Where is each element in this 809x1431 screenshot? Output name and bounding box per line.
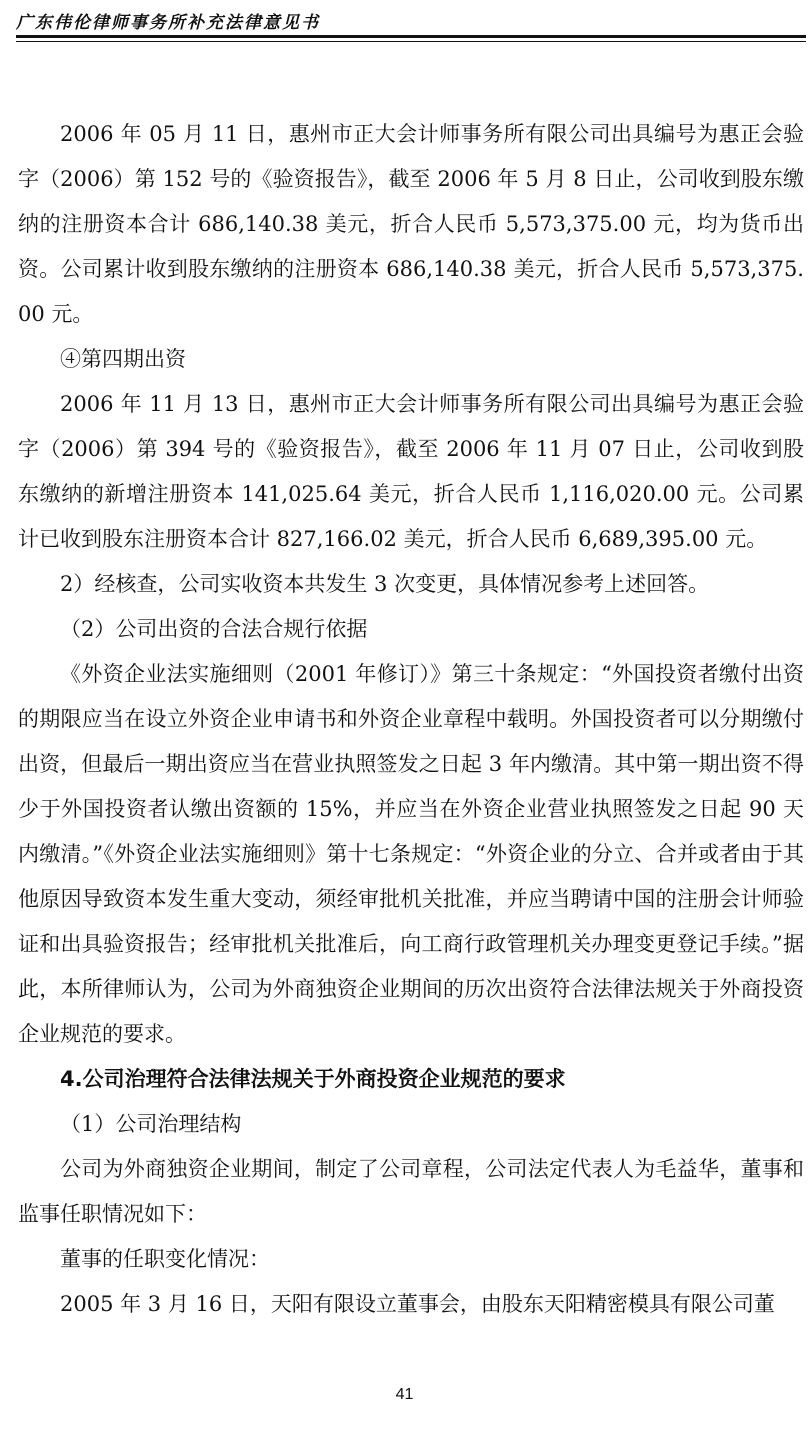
section-heading-governance: 4.公司治理符合法律法规关于外商投资企业规范的要求 xyxy=(60,1067,566,1091)
paragraph-compliance-heading: （2）公司出资的合法合规行依据 xyxy=(60,617,368,641)
paragraph-legal-basis: 《外资企业法实施细则（2001 年修订）》第三十条规定：“外国投资者缴付出资的期限应当在设立外资企业申请书和外资企业章程中载明。外国投资者可以分期缴付出资，但最后一期出资应当在营业执照签发之日起 3 年内缴清。其中第一期出资不得少于外国投资者认缴出资额的 15%，并应当在外资企业营业执照签发之日起 90 天内缴清。”《外资企业法实施细则》第十七条规定：“外资企业的分立、合并或者由于其他原因导致资本发生重大变动，须经审批机关批准，并应当聘请中国的注册会计师验证和出具验资报告；经审批机关批准后，向工商行政管理机关办理变更登记手续。”据此，本所律师认为，公司为外商独资企业期间的历次出资符合法律法规关于外商投资企业规范的要求。 xyxy=(18,662,804,1046)
paragraph-governance-structure-heading: （1）公司治理结构 xyxy=(60,1112,242,1136)
paragraph-articles-of-association: 公司为外商独资企业期间，制定了公司章程，公司法定代表人为毛益华，董事和监事任职情况如下： xyxy=(18,1157,804,1226)
header-rule-thick xyxy=(16,35,806,38)
page-number: 41 xyxy=(395,1386,414,1403)
paragraph-fourth-phase-heading: ④第四期出资 xyxy=(60,347,186,371)
paragraph-capital-change-summary: 2）经核查，公司实收资本共发生 3 次变更，具体情况参考上述回答。 xyxy=(60,572,710,596)
paragraph-capital-verification-third: 2006 年 05 月 11 日，惠州市正大会计师事务所有限公司出具编号为惠正会验字（2006）第 152 号的《验资报告》，截至 2006 年 5 月 8 日止，公司收到股东缴纳的注册资本合计 686,140.38 美元，折合人民币 5,573,375.00 元，均为货币出资。公司累计收到股东缴纳的注册资本 686,140.38 美元，折合人民币 5,573,375.00 元。 xyxy=(18,122,804,326)
paragraph-capital-verification-fourth: 2006 年 11 月 13 日，惠州市正大会计师事务所有限公司出具编号为惠正会验字（2006）第 394 号的《验资报告》，截至 2006 年 11 月 07 日止，公司收到股东缴纳的新增注册资本 141,025.64 美元，折合人民币 1,116,020.00 元。公司累计已收到股东注册资本合计 827,166.02 美元，折合人民币 6,689,395.00 元。 xyxy=(18,392,804,551)
paragraph-board-establishment: 2005 年 3 月 16 日，天阳有限设立董事会，由股东天阳精密模具有限公司董 xyxy=(60,1292,775,1316)
page-header xyxy=(16,6,806,40)
header-rule-thin xyxy=(16,41,806,42)
header-title: 广东伟伦律师事务所补充法律意见书 xyxy=(16,13,320,33)
paragraph-directors-changes-heading: 董事的任职变化情况： xyxy=(60,1247,270,1271)
document-body xyxy=(18,112,804,1327)
